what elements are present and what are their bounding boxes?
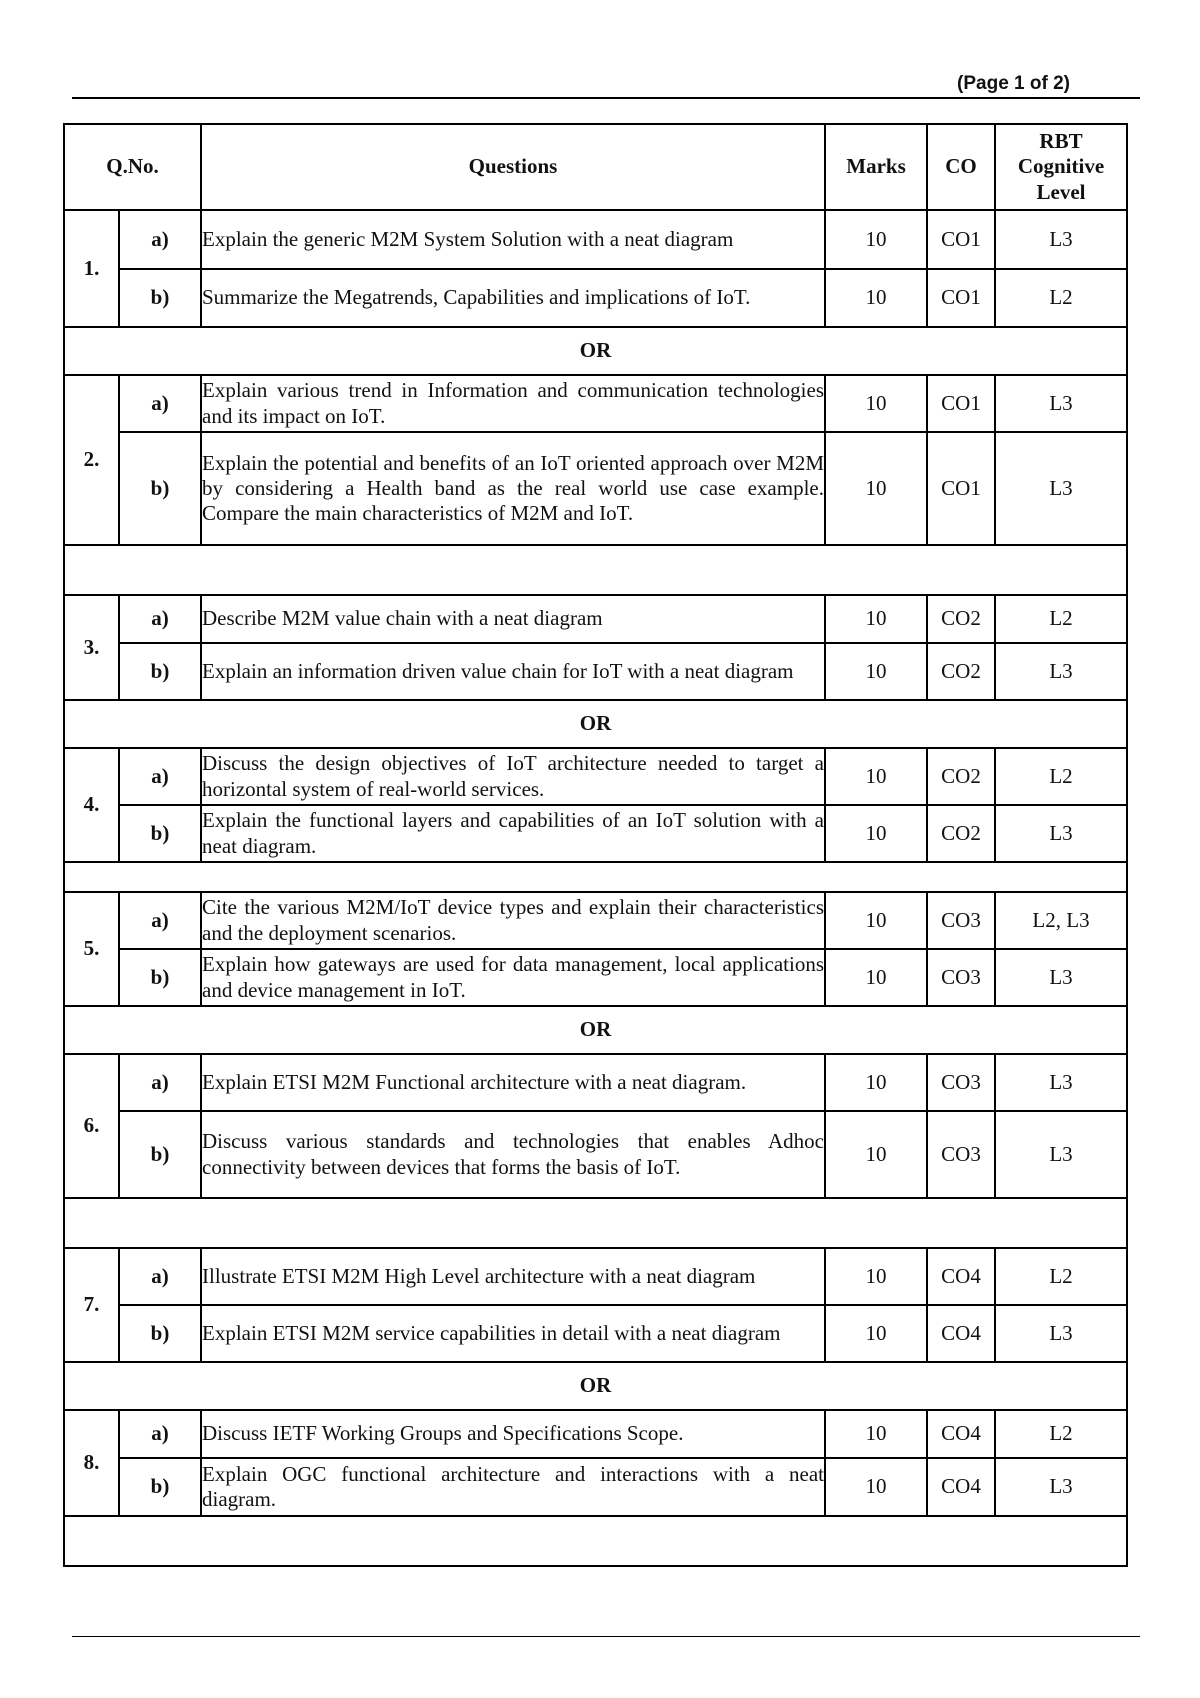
question-text: Cite the various M2M/IoT device types and explain their characteristics and the deployment scenarios. — [201, 892, 825, 949]
marks-value: 10 — [825, 643, 927, 700]
rbt-level-value: L3 — [995, 1305, 1127, 1362]
table-row — [64, 1054, 1127, 1111]
marks-value: 10 — [825, 1410, 927, 1458]
header-qno: Q.No. — [64, 124, 201, 210]
table-row — [64, 1305, 1127, 1362]
marks-value: 10 — [825, 269, 927, 327]
question-rows — [64, 210, 1127, 1566]
co-value: CO3 — [927, 892, 995, 949]
question-number: 6. — [64, 1054, 119, 1198]
co-value: CO1 — [927, 432, 995, 545]
or-separator-row — [64, 700, 1127, 748]
question-number: 4. — [64, 748, 119, 862]
question-part: a) — [119, 375, 201, 432]
spacer-cell — [64, 1516, 1127, 1566]
question-part: a) — [119, 210, 201, 269]
question-part: a) — [119, 595, 201, 643]
marks-value: 10 — [825, 892, 927, 949]
question-part: b) — [119, 949, 201, 1006]
question-part: b) — [119, 805, 201, 862]
question-number: 2. — [64, 375, 119, 545]
question-text: Explain ETSI M2M Functional architecture with a neat diagram. — [201, 1054, 825, 1111]
table-header-row — [64, 124, 1127, 210]
table-row — [64, 432, 1127, 545]
or-separator-row — [64, 1362, 1127, 1410]
co-value: CO4 — [927, 1410, 995, 1458]
question-number: 1. — [64, 210, 119, 327]
rbt-level-value: L2 — [995, 595, 1127, 643]
spacer-cell — [64, 545, 1127, 595]
spacer-row — [64, 862, 1127, 892]
marks-value: 10 — [825, 595, 927, 643]
rbt-level-value: L2 — [995, 1410, 1127, 1458]
question-text: Explain various trend in Information and communication technologies and its impact on IoT. — [201, 375, 825, 432]
question-text: Summarize the Megatrends, Capabilities and implications of IoT. — [201, 269, 825, 327]
table-row — [64, 269, 1127, 327]
table-row — [64, 210, 1127, 269]
question-part: b) — [119, 1305, 201, 1362]
question-part: a) — [119, 1410, 201, 1458]
co-value: CO2 — [927, 805, 995, 862]
co-value: CO1 — [927, 375, 995, 432]
header-rule — [72, 97, 1140, 99]
question-paper-table — [63, 123, 1128, 1567]
co-value: CO4 — [927, 1305, 995, 1362]
question-text: Explain the potential and benefits of an IoT oriented approach over M2M by considering a Health band as the real world use case example. Compare the main characteristics of M2M and IoT. — [201, 432, 825, 545]
question-part: b) — [119, 269, 201, 327]
question-text: Explain the functional layers and capabilities of an IoT solution with a neat diagram. — [201, 805, 825, 862]
or-separator: OR — [64, 1006, 1127, 1054]
marks-value: 10 — [825, 1111, 927, 1198]
marks-value: 10 — [825, 1305, 927, 1362]
header-rbt: RBT Cognitive Level — [995, 124, 1127, 210]
or-separator: OR — [64, 327, 1127, 375]
rbt-level-value: L2, L3 — [995, 892, 1127, 949]
table-row — [64, 1111, 1127, 1198]
co-value: CO3 — [927, 1111, 995, 1198]
question-text: Discuss various standards and technologies that enables Adhoc connectivity between devices that forms the basis of IoT. — [201, 1111, 825, 1198]
table-row — [64, 375, 1127, 432]
spacer-row — [64, 1198, 1127, 1248]
header-marks: Marks — [825, 124, 927, 210]
table-row — [64, 1248, 1127, 1305]
table-row — [64, 595, 1127, 643]
or-separator-row — [64, 327, 1127, 375]
spacer-cell — [64, 862, 1127, 892]
marks-value: 10 — [825, 805, 927, 862]
marks-value: 10 — [825, 949, 927, 1006]
marks-value: 10 — [825, 375, 927, 432]
or-separator-row — [64, 1006, 1127, 1054]
table-row — [64, 805, 1127, 862]
co-value: CO2 — [927, 748, 995, 805]
question-text: Discuss the design objectives of IoT architecture needed to target a horizontal system of real-world services. — [201, 748, 825, 805]
co-value: CO2 — [927, 595, 995, 643]
marks-value: 10 — [825, 1054, 927, 1111]
rbt-level-value: L3 — [995, 1111, 1127, 1198]
question-part: a) — [119, 748, 201, 805]
or-separator: OR — [64, 1362, 1127, 1410]
question-text: Explain ETSI M2M service capabilities in detail with a neat diagram — [201, 1305, 825, 1362]
co-value: CO2 — [927, 643, 995, 700]
question-part: a) — [119, 1248, 201, 1305]
question-number: 3. — [64, 595, 119, 700]
co-value: CO3 — [927, 1054, 995, 1111]
spacer-row — [64, 545, 1127, 595]
table-row — [64, 748, 1127, 805]
question-text: Discuss IETF Working Groups and Specifications Scope. — [201, 1410, 825, 1458]
spacer-row — [64, 1516, 1127, 1566]
question-part: b) — [119, 1458, 201, 1516]
rbt-level-value: L3 — [995, 210, 1127, 269]
rbt-level-value: L3 — [995, 949, 1127, 1006]
rbt-level-value: L2 — [995, 269, 1127, 327]
table-row — [64, 892, 1127, 949]
table-row — [64, 949, 1127, 1006]
page-number-label: (Page 1 of 2) — [957, 73, 1070, 94]
rbt-level-value: L3 — [995, 1458, 1127, 1516]
question-part: b) — [119, 643, 201, 700]
question-number: 7. — [64, 1248, 119, 1362]
question-text: Explain the generic M2M System Solution with a neat diagram — [201, 210, 825, 269]
header-co: CO — [927, 124, 995, 210]
question-part: b) — [119, 1111, 201, 1198]
marks-value: 10 — [825, 748, 927, 805]
question-part: b) — [119, 432, 201, 545]
rbt-level-value: L3 — [995, 375, 1127, 432]
rbt-level-value: L3 — [995, 1054, 1127, 1111]
question-part: a) — [119, 1054, 201, 1111]
co-value: CO3 — [927, 949, 995, 1006]
rbt-level-value: L3 — [995, 805, 1127, 862]
question-number: 8. — [64, 1410, 119, 1516]
co-value: CO4 — [927, 1458, 995, 1516]
footer-rule — [72, 1636, 1140, 1637]
co-value: CO1 — [927, 269, 995, 327]
co-value: CO1 — [927, 210, 995, 269]
rbt-level-value: L2 — [995, 748, 1127, 805]
question-text: Explain how gateways are used for data management, local applications and device management in IoT. — [201, 949, 825, 1006]
rbt-level-value: L3 — [995, 432, 1127, 545]
marks-value: 10 — [825, 1458, 927, 1516]
marks-value: 10 — [825, 432, 927, 545]
table-row — [64, 1410, 1127, 1458]
marks-value: 10 — [825, 1248, 927, 1305]
rbt-level-value: L3 — [995, 643, 1127, 700]
question-text: Describe M2M value chain with a neat diagram — [201, 595, 825, 643]
or-separator: OR — [64, 700, 1127, 748]
question-text: Explain an information driven value chain for IoT with a neat diagram — [201, 643, 825, 700]
table-row — [64, 1458, 1127, 1516]
table-row — [64, 643, 1127, 700]
question-text: Explain OGC functional architecture and interactions with a neat diagram. — [201, 1458, 825, 1516]
question-number: 5. — [64, 892, 119, 1006]
co-value: CO4 — [927, 1248, 995, 1305]
marks-value: 10 — [825, 210, 927, 269]
header-questions: Questions — [201, 124, 825, 210]
question-text: Illustrate ETSI M2M High Level architecture with a neat diagram — [201, 1248, 825, 1305]
rbt-level-value: L2 — [995, 1248, 1127, 1305]
question-part: a) — [119, 892, 201, 949]
spacer-cell — [64, 1198, 1127, 1248]
